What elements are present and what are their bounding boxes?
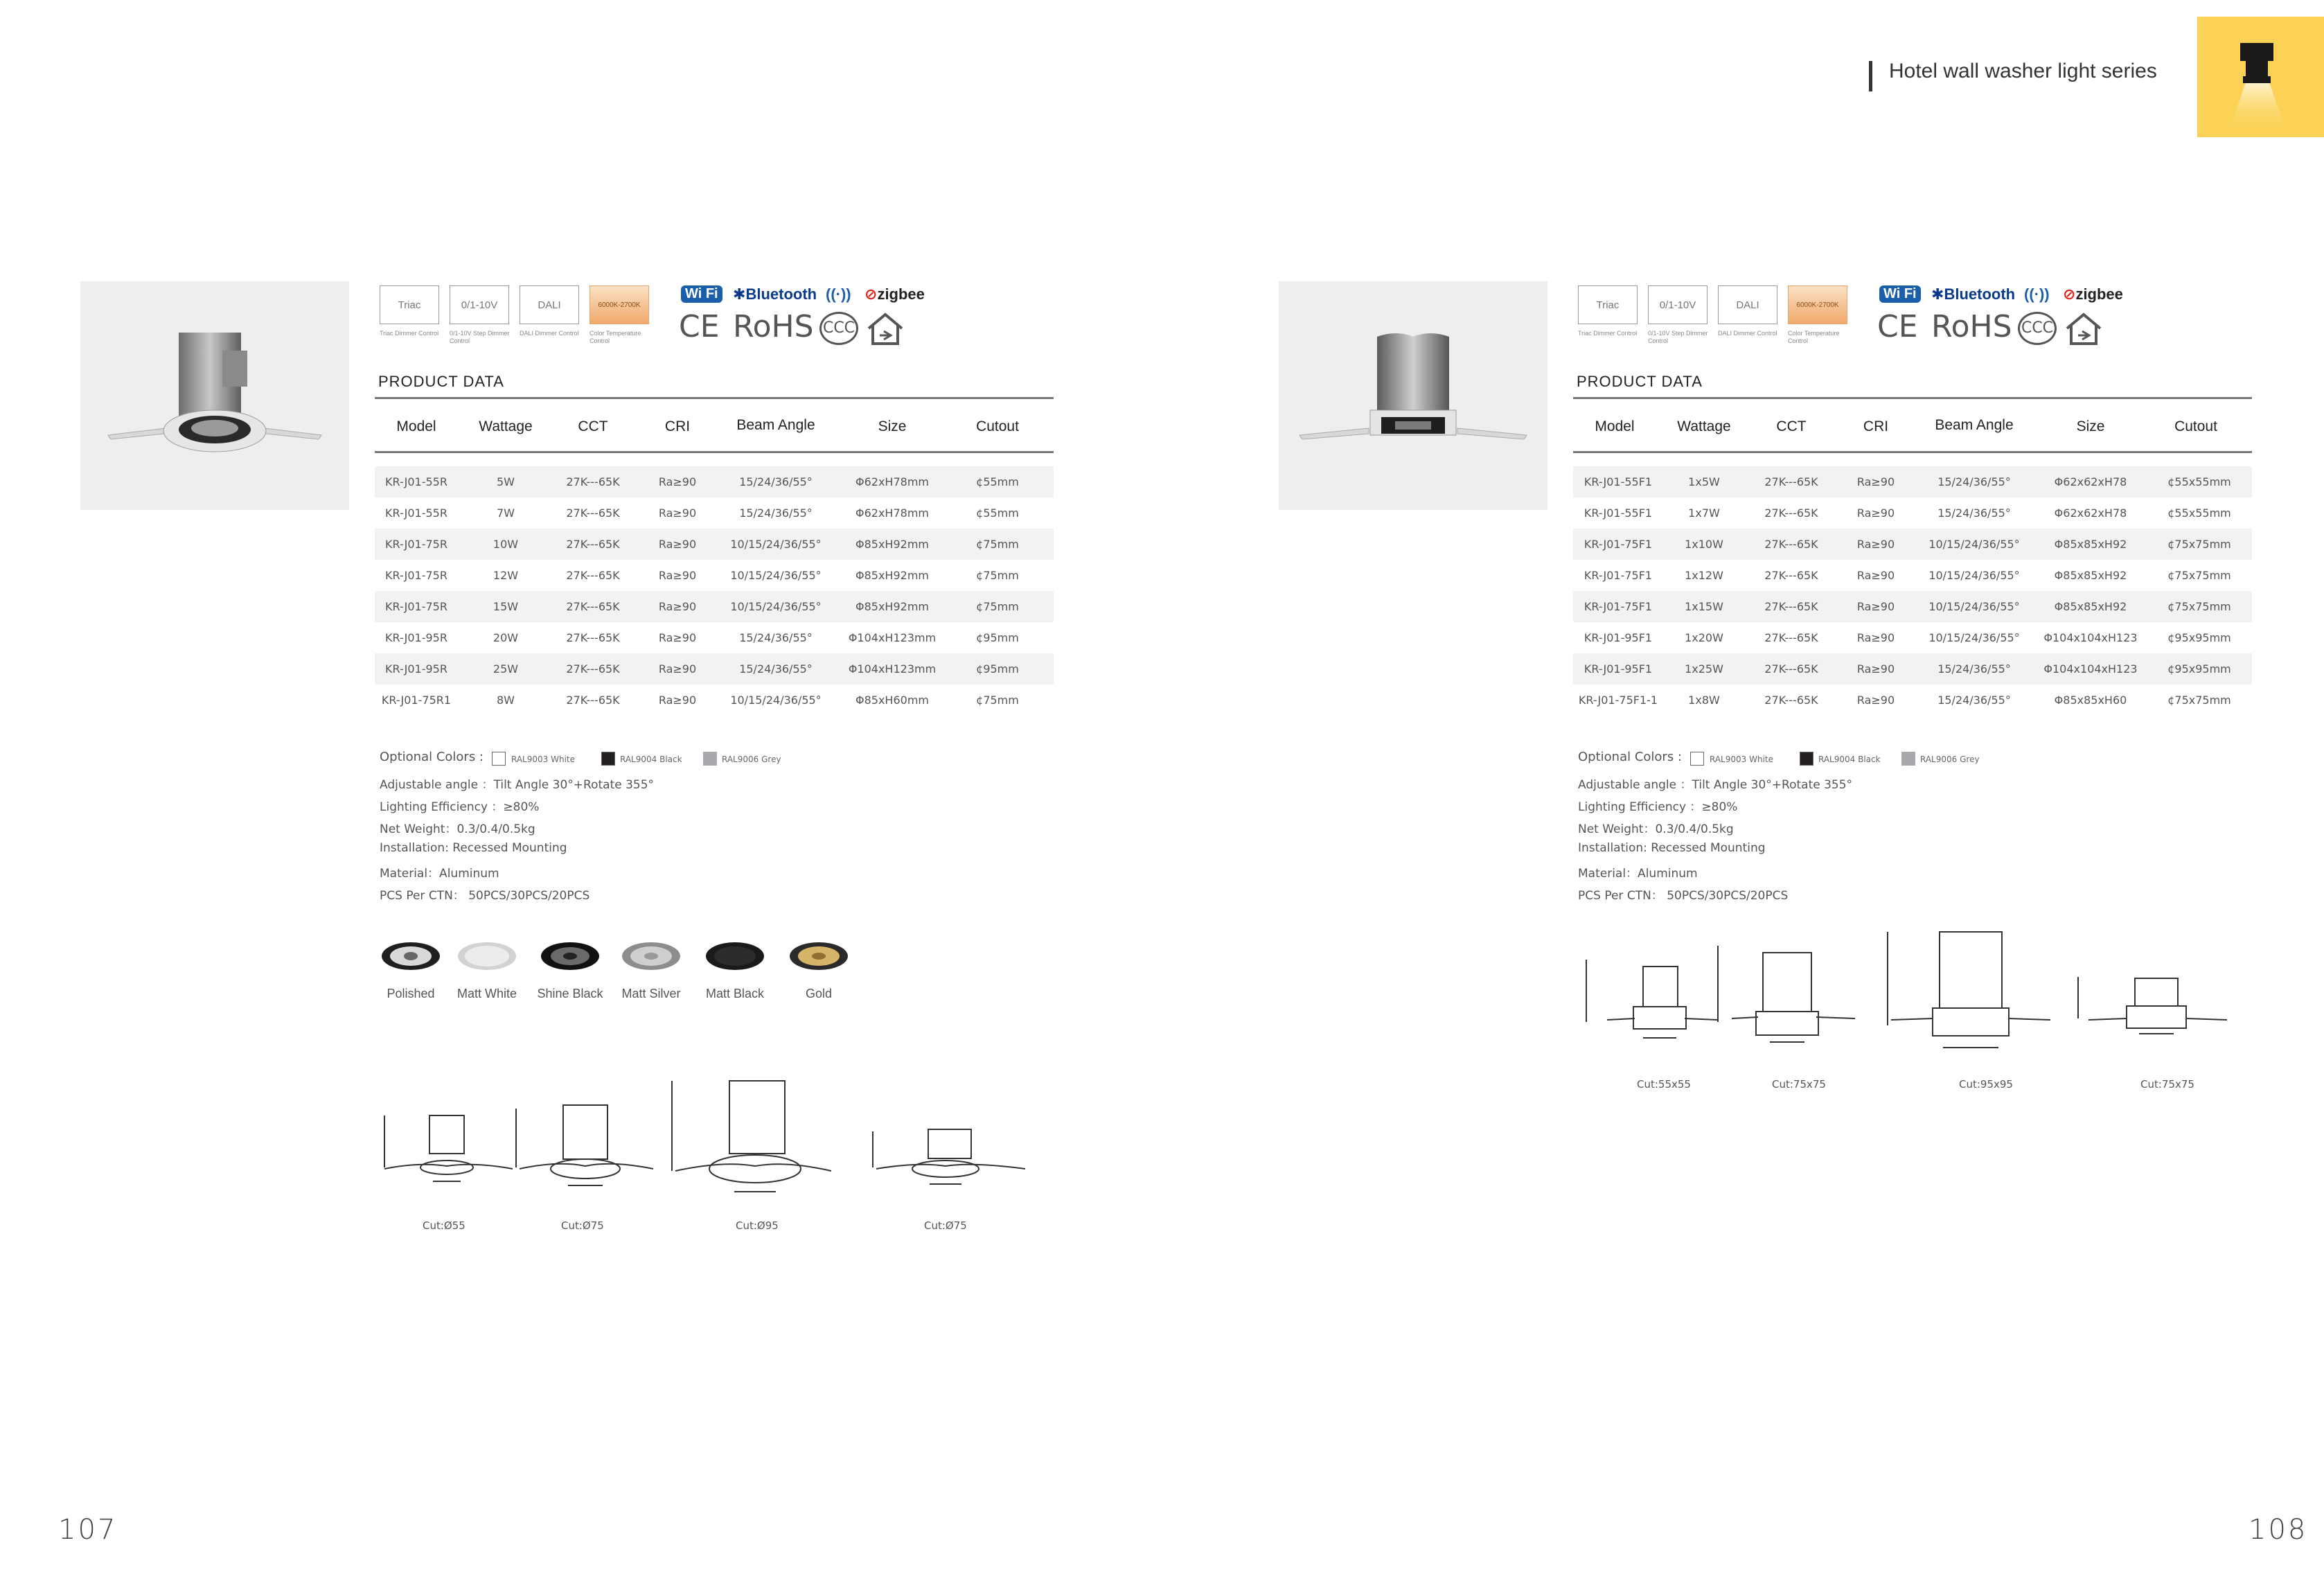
cell-cct: 27K---65K xyxy=(566,506,620,520)
spec-material: Material：Aluminum xyxy=(1578,867,1698,881)
cell-size: Φ85x85xH92 xyxy=(2054,600,2127,613)
series-title: Hotel wall washer light series xyxy=(1889,60,2157,82)
spec-net-weight: Net Weight：0.3/0.4/0.5kg xyxy=(1578,822,1734,836)
cell-cutout: ¢75x75mm xyxy=(2167,569,2231,582)
table-row xyxy=(375,685,1054,716)
cell-cutout: ¢75x75mm xyxy=(2167,600,2231,613)
spec-pcs-per-ctn: PCS Per CTN： 50PCS/30PCS/20PCS xyxy=(380,889,590,903)
table-row xyxy=(375,466,1054,497)
cutout-label: Cut:Ø75 xyxy=(561,1219,604,1232)
swatch-white xyxy=(492,752,506,766)
cell-size: Φ62xH78mm xyxy=(855,475,929,488)
finish-matt-silver-icon xyxy=(620,939,682,976)
cell-size: Φ85xH60mm xyxy=(855,694,929,707)
product-photo-square xyxy=(1279,281,1547,510)
cell-beam-angle: 15/24/36/55° xyxy=(1937,506,2011,520)
th-model: Model xyxy=(396,418,436,434)
cell-cri: Ra≥90 xyxy=(658,631,697,644)
control-triac-caption: Triac Dimmer Control xyxy=(1578,330,1638,337)
cell-cct: 27K---65K xyxy=(566,600,620,613)
spec-adjustable-angle: Adjustable angle ：Tilt Angle 30°+Rotate 355° xyxy=(380,778,655,792)
table-row xyxy=(375,653,1054,685)
cell-wattage: 1x7W xyxy=(1688,506,1720,520)
table-row xyxy=(375,622,1054,653)
bluetooth-label: Bluetooth xyxy=(745,285,817,303)
cutout-label: Cut:Ø75 xyxy=(924,1219,967,1232)
cell-cct: 27K---65K xyxy=(566,569,620,582)
page-number-107: 107 xyxy=(58,1514,118,1546)
cell-cri: Ra≥90 xyxy=(1856,538,1895,551)
drawing-75x75 xyxy=(1718,946,1855,1042)
table-row xyxy=(1573,685,2252,716)
cell-wattage: 1x25W xyxy=(1685,662,1723,676)
cell-cri: Ra≥90 xyxy=(1856,694,1895,707)
th-cri: CRI xyxy=(664,418,691,434)
drawing-95 xyxy=(672,1081,831,1192)
cell-cri: Ra≥90 xyxy=(658,475,697,488)
drawing-55 xyxy=(384,1115,513,1181)
th-size: Size xyxy=(878,418,907,434)
ccc-mark: CCC xyxy=(819,312,858,345)
cell-wattage: 12W xyxy=(493,569,519,582)
spec-net-weight: Net Weight：0.3/0.4/0.5kg xyxy=(380,822,535,836)
ce-mark: CE xyxy=(679,309,720,344)
finish-matt-black-label: Matt Black xyxy=(705,987,765,1000)
table-top-rule xyxy=(1573,397,2252,399)
cell-cct: 27K---65K xyxy=(566,694,620,707)
cell-size: Φ62x62xH78 xyxy=(2054,475,2127,488)
cell-cri: Ra≥90 xyxy=(658,600,697,613)
cell-model: KR-J01-75R1 xyxy=(381,694,452,707)
swatch-white xyxy=(1690,752,1704,766)
cell-beam-angle: 15/24/36/55° xyxy=(739,475,813,488)
cell-cri: Ra≥90 xyxy=(1856,662,1895,676)
swatch-white-label: RAL9003 White xyxy=(1710,755,1773,764)
cell-cutout: ¢55mm xyxy=(976,506,1019,520)
cell-wattage: 25W xyxy=(493,662,519,676)
cell-size: Φ85x85xH60 xyxy=(2054,694,2127,707)
drawing-95x95 xyxy=(1888,932,2050,1048)
cell-model: KR-J01-55F1 xyxy=(1584,506,1653,520)
cutout-label: Cut:Ø95 xyxy=(736,1219,779,1232)
control-dali-caption: DALI Dimmer Control xyxy=(1718,330,1777,337)
spec-installation: Installation: Recessed Mounting xyxy=(1578,841,1766,855)
cell-cutout: ¢75mm xyxy=(976,600,1019,613)
control-dali: DALI xyxy=(520,285,579,324)
cell-cri: Ra≥90 xyxy=(1856,506,1895,520)
spec-material: Material：Aluminum xyxy=(380,867,499,881)
cell-model: KR-J01-55R xyxy=(385,506,447,520)
header-accent-block xyxy=(2197,17,2324,137)
cell-cri: Ra≥90 xyxy=(658,569,697,582)
product-data-title: PRODUCT DATA xyxy=(378,373,504,390)
table-row xyxy=(1573,653,2252,685)
th-beam-angle: Beam Angle xyxy=(1935,417,2014,433)
cell-wattage: 1x12W xyxy=(1685,569,1723,582)
spec-installation: Installation: Recessed Mounting xyxy=(380,841,567,855)
drawing-75 xyxy=(516,1105,653,1185)
cell-wattage: 15W xyxy=(493,600,519,613)
control-cct: 6000K-2700K xyxy=(589,285,649,324)
cell-cutout: ¢55x55mm xyxy=(2167,506,2231,520)
cell-beam-angle: 15/24/36/55° xyxy=(1937,694,2011,707)
cell-model: KR-J01-95F1 xyxy=(1584,631,1653,644)
table-row xyxy=(375,529,1054,560)
cell-beam-angle: 10/15/24/36/55° xyxy=(730,569,822,582)
cell-model: KR-J01-75F1 xyxy=(1584,600,1653,613)
cell-cct: 27K---65K xyxy=(1764,662,1818,676)
cell-cct: 27K---65K xyxy=(1764,631,1818,644)
optional-colors-label: Optional Colors : xyxy=(1578,750,1682,764)
cell-wattage: 20W xyxy=(493,631,519,644)
th-cri: CRI xyxy=(1863,418,1889,434)
cell-cutout: ¢95x95mm xyxy=(2167,662,2231,676)
swatch-grey xyxy=(1901,752,1915,766)
cell-cutout: ¢95mm xyxy=(976,662,1019,676)
th-cutout: Cutout xyxy=(976,418,1019,434)
table-row xyxy=(375,560,1054,591)
swatch-grey xyxy=(703,752,717,766)
cell-size: Φ62x62xH78 xyxy=(2054,506,2127,520)
finish-matt-white-label: Matt White xyxy=(456,987,517,1000)
spec-lighting-efficiency: Lighting Efficiency ：≥80% xyxy=(380,800,540,814)
cell-size: Φ104x104xH123 xyxy=(2043,631,2138,644)
cell-beam-angle: 10/15/24/36/55° xyxy=(730,600,822,613)
swatch-black xyxy=(601,752,615,766)
th-cutout: Cutout xyxy=(2174,418,2217,434)
cell-cutout: ¢75x75mm xyxy=(2167,694,2231,707)
cell-wattage: 8W xyxy=(497,694,515,707)
control-triac: Triac xyxy=(380,285,439,324)
finish-shine-black-icon xyxy=(539,939,601,976)
finish-matt-silver-label: Matt Silver xyxy=(621,987,681,1000)
cell-cri: Ra≥90 xyxy=(1856,475,1895,488)
ccc-mark: CCC xyxy=(2018,312,2057,345)
table-row xyxy=(1573,466,2252,497)
swatch-black xyxy=(1800,752,1813,766)
cell-cct: 27K---65K xyxy=(1764,475,1818,488)
cell-beam-angle: 10/15/24/36/55° xyxy=(1928,538,2020,551)
optional-colors-label: Optional Colors : xyxy=(380,750,484,764)
cell-cutout: ¢55x55mm xyxy=(2167,475,2231,488)
cell-wattage: 1x5W xyxy=(1688,475,1720,488)
cell-beam-angle: 10/15/24/36/55° xyxy=(1928,569,2020,582)
swatch-grey-label: RAL9006 Grey xyxy=(1920,755,1980,764)
zigbee-label: zigbee xyxy=(2075,285,2123,303)
cell-beam-angle: 10/15/24/36/55° xyxy=(1928,631,2020,644)
drawing-55x55 xyxy=(1586,960,1718,1038)
page-number-108: 108 xyxy=(2248,1514,2308,1546)
cell-beam-angle: 15/24/36/55° xyxy=(1937,662,2011,676)
spec-lighting-efficiency: Lighting Efficiency ：≥80% xyxy=(1578,800,1738,814)
drawing-75-low xyxy=(873,1129,1025,1184)
table-row xyxy=(1573,560,2252,591)
finish-polished-label: Polished xyxy=(387,987,435,1000)
wifi-badge: Wi Fi xyxy=(681,285,722,303)
cell-size: Φ85xH92mm xyxy=(855,600,929,613)
finish-matt-white-icon xyxy=(456,939,518,976)
cell-model: KR-J01-75F1 xyxy=(1584,538,1653,551)
square-downlight-illustration xyxy=(1279,281,1547,510)
swatch-black-label: RAL9004 Black xyxy=(620,755,682,764)
swatch-black-label: RAL9004 Black xyxy=(1818,755,1881,764)
cell-model: KR-J01-75R xyxy=(385,538,447,551)
cell-beam-angle: 10/15/24/36/55° xyxy=(730,694,822,707)
cell-beam-angle: 15/24/36/55° xyxy=(739,662,813,676)
zigbee-label: zigbee xyxy=(877,285,925,303)
zigbee-icon: ⊘ xyxy=(864,285,878,303)
cell-cct: 27K---65K xyxy=(1764,569,1818,582)
indoor-house-icon xyxy=(866,312,905,350)
finish-gold-icon xyxy=(788,939,850,976)
control-cct: 6000K-2700K xyxy=(1788,285,1847,324)
th-beam-angle: Beam Angle xyxy=(736,417,815,433)
cell-size: Φ85xH92mm xyxy=(855,569,929,582)
finish-polished-icon xyxy=(380,939,442,976)
th-cct: CCT xyxy=(578,418,608,434)
cell-cutout: ¢95mm xyxy=(976,631,1019,644)
control-0-10v: 0/1-10V xyxy=(450,285,509,324)
cell-wattage: 1x15W xyxy=(1685,600,1723,613)
cell-model: KR-J01-75F1 xyxy=(1584,569,1653,582)
cell-cri: Ra≥90 xyxy=(658,694,697,707)
table-header-rule xyxy=(1573,451,2252,453)
control-cct-caption: Color Temperature Control xyxy=(1788,330,1840,344)
cutout-label: Cut:Ø55 xyxy=(423,1219,465,1232)
cell-cct: 27K---65K xyxy=(1764,538,1818,551)
cell-cct: 27K---65K xyxy=(1764,694,1818,707)
control-0-10v-caption: 0/1-10V Step Dimmer Control xyxy=(1648,330,1708,344)
finish-matt-black-icon xyxy=(704,939,766,976)
control-0-10v: 0/1-10V xyxy=(1648,285,1707,324)
rohs-mark: RoHS xyxy=(733,309,814,344)
cell-cri: Ra≥90 xyxy=(1856,600,1895,613)
bluetooth-icon: ✱ xyxy=(1931,285,1944,303)
cell-model: KR-J01-55R xyxy=(385,475,447,488)
cell-wattage: 1x8W xyxy=(1688,694,1720,707)
cell-cct: 27K---65K xyxy=(566,538,620,551)
indoor-house-icon xyxy=(2064,312,2103,350)
cell-size: Φ62xH78mm xyxy=(855,506,929,520)
bluetooth-badge xyxy=(1931,285,2015,303)
table-row xyxy=(1573,622,2252,653)
cell-cct: 27K---65K xyxy=(566,475,620,488)
cell-beam-angle: 10/15/24/36/55° xyxy=(1928,600,2020,613)
cell-model: KR-J01-55F1 xyxy=(1584,475,1653,488)
cell-cri: Ra≥90 xyxy=(658,538,697,551)
cell-model: KR-J01-75R xyxy=(385,600,447,613)
cell-cri: Ra≥90 xyxy=(1856,631,1895,644)
control-dali-caption: DALI Dimmer Control xyxy=(520,330,579,337)
cell-cct: 27K---65K xyxy=(1764,600,1818,613)
cutout-label: Cut:55x55 xyxy=(1637,1078,1691,1091)
cell-size: Φ104x104xH123 xyxy=(2043,662,2138,676)
finish-shine-black-label: Shine Black xyxy=(537,987,603,1000)
bluetooth-badge xyxy=(733,285,817,303)
cell-size: Φ104xH123mm xyxy=(848,631,937,644)
table-row xyxy=(375,591,1054,622)
cell-cct: 27K---65K xyxy=(566,662,620,676)
zigbee-icon: ⊘ xyxy=(2063,285,2076,303)
cutout-label: Cut:75x75 xyxy=(1772,1078,1826,1091)
cell-cutout: ¢75mm xyxy=(976,694,1019,707)
cell-cutout: ¢75mm xyxy=(976,569,1019,582)
th-model: Model xyxy=(1595,418,1635,434)
control-triac-caption: Triac Dimmer Control xyxy=(380,330,439,337)
cell-size: Φ85xH92mm xyxy=(855,538,929,551)
control-0-10v-caption: 0/1-10V Step Dimmer Control xyxy=(450,330,510,344)
cell-model: KR-J01-95R xyxy=(385,662,447,676)
bluetooth-icon: ✱ xyxy=(733,285,746,303)
cell-beam-angle: 15/24/36/55° xyxy=(739,506,813,520)
cell-wattage: 1x20W xyxy=(1685,631,1723,644)
cell-cutout: ¢55mm xyxy=(976,475,1019,488)
th-cct: CCT xyxy=(1776,418,1807,434)
dimension-drawings-square xyxy=(1579,928,2230,1070)
cell-model: KR-J01-75F1-1 xyxy=(1578,694,1658,707)
swatch-grey-label: RAL9006 Grey xyxy=(722,755,781,764)
round-downlight-illustration xyxy=(80,281,349,510)
cell-wattage: 1x10W xyxy=(1685,538,1723,551)
control-dali: DALI xyxy=(1718,285,1777,324)
cutout-label: Cut:75x75 xyxy=(2140,1078,2194,1091)
cutout-label: Cut:95x95 xyxy=(1959,1078,2013,1091)
cell-cri: Ra≥90 xyxy=(658,662,697,676)
spec-pcs-per-ctn: PCS Per CTN： 50PCS/30PCS/20PCS xyxy=(1578,889,1789,903)
cell-wattage: 10W xyxy=(493,538,519,551)
cell-beam-angle: 10/15/24/36/55° xyxy=(730,538,822,551)
cell-model: KR-J01-75R xyxy=(385,569,447,582)
cell-cutout: ¢75mm xyxy=(976,538,1019,551)
product-data-title: PRODUCT DATA xyxy=(1577,373,1703,390)
control-triac: Triac xyxy=(1578,285,1638,324)
cell-beam-angle: 15/24/36/55° xyxy=(1937,475,2011,488)
cell-cutout: ¢75x75mm xyxy=(2167,538,2231,551)
table-row xyxy=(1573,529,2252,560)
cell-wattage: 7W xyxy=(497,506,515,520)
zigbee-badge xyxy=(2063,285,2123,303)
drawing-75x75-low xyxy=(2078,977,2227,1034)
table-row xyxy=(375,497,1054,529)
dimension-drawings-round xyxy=(378,1077,1029,1212)
product-photo-round xyxy=(80,281,349,510)
control-cct-caption: Color Temperature Control xyxy=(589,330,641,344)
cell-size: Φ85x85xH92 xyxy=(2054,538,2127,551)
cell-cct: 27K---65K xyxy=(566,631,620,644)
table-header-rule xyxy=(375,451,1054,453)
th-wattage: Wattage xyxy=(1677,418,1731,434)
signal-icon: ((·)) xyxy=(2024,285,2050,303)
finish-gold-label: Gold xyxy=(805,987,833,1000)
rohs-mark: RoHS xyxy=(1931,309,2012,344)
bluetooth-label: Bluetooth xyxy=(1944,285,2016,303)
header-divider xyxy=(1869,61,1872,91)
cell-cutout: ¢95x95mm xyxy=(2167,631,2231,644)
cell-size: Φ85x85xH92 xyxy=(2054,569,2127,582)
wifi-badge: Wi Fi xyxy=(1879,285,1921,303)
cell-cct: 27K---65K xyxy=(1764,506,1818,520)
table-row xyxy=(1573,497,2252,529)
cell-beam-angle: 15/24/36/55° xyxy=(739,631,813,644)
zigbee-badge xyxy=(864,285,925,303)
signal-icon: ((·)) xyxy=(826,285,851,303)
spec-adjustable-angle: Adjustable angle ：Tilt Angle 30°+Rotate 355° xyxy=(1578,778,1853,792)
cell-model: KR-J01-95F1 xyxy=(1584,662,1653,676)
swatch-white-label: RAL9003 White xyxy=(511,755,575,764)
cell-wattage: 5W xyxy=(497,475,515,488)
cell-model: KR-J01-95R xyxy=(385,631,447,644)
th-size: Size xyxy=(2076,418,2105,434)
cell-cri: Ra≥90 xyxy=(658,506,697,520)
downlight-icon xyxy=(2197,17,2324,137)
table-row xyxy=(1573,591,2252,622)
cell-cri: Ra≥90 xyxy=(1856,569,1895,582)
table-top-rule xyxy=(375,397,1054,399)
cell-size: Φ104xH123mm xyxy=(848,662,937,676)
ce-mark: CE xyxy=(1877,309,1918,344)
th-wattage: Wattage xyxy=(479,418,533,434)
